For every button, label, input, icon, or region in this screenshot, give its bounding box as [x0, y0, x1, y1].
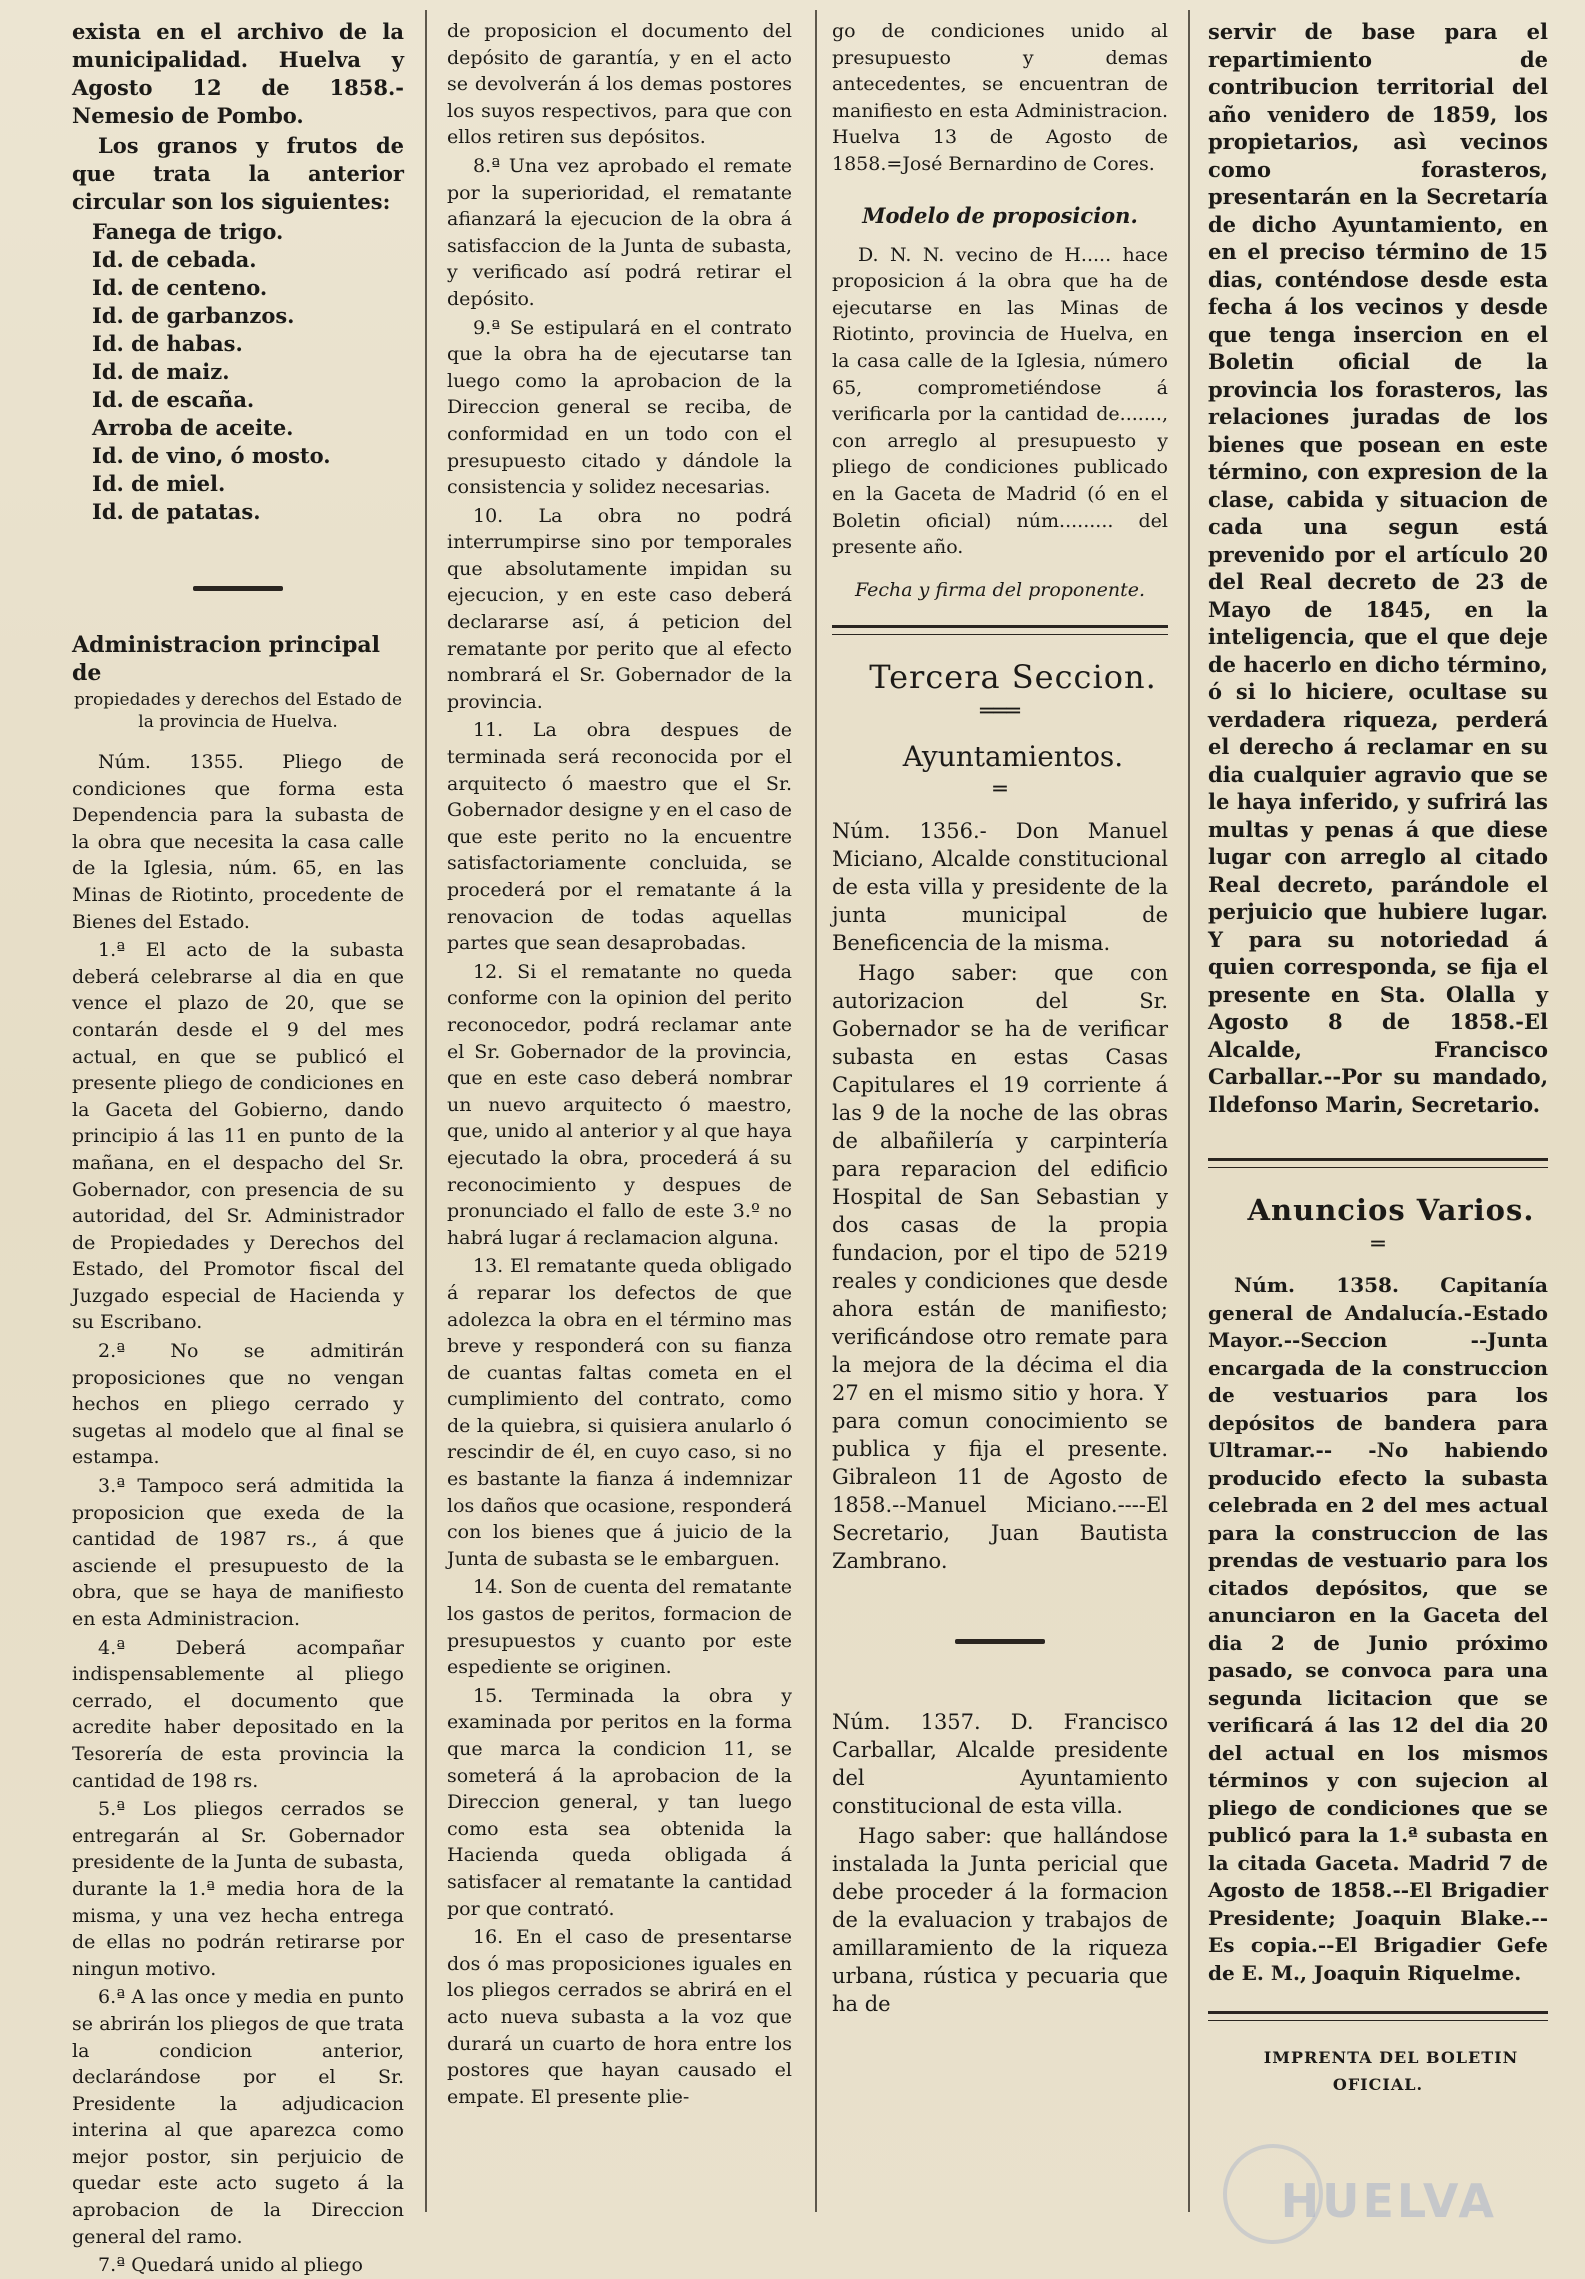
paragraph: 13. El rematante queda obligado á reparar los defectos de que adolezca la obra en el término mas breve y responderá con su fianza de cuantas faltas cometa en el cumplimiento del contrato, como de la quiebra, si quisiera anularlo ó rescindir de él, en cuyo caso, si no es bastante la fianza á indemnizar los daños que ocasione, responderá con los bienes que á juicio de la Junta de subasta se le embarguen.	[447, 1255, 792, 1570]
paragraph: 4.ª Deberá acompañar indispensablemente al pliego cerrado, el documento que acredite haber depositado en la Tesorería de esta provincia la cantidad de 198 rs.	[72, 1636, 404, 1792]
paragraph: 2.ª No se admitirán proposiciones que no vengan hechos en pliego cerrado y sugetas al modelo que al final se estampa.	[72, 1340, 404, 1469]
notice-heading: Núm. 1356.- Don Manuel Miciano, Alcalde constitucional de esta villa y presidente de la junta municipal de Beneficencia de la misma.	[832, 819, 1168, 956]
notice-heading: Núm. 1357. D. Francisco Carballar, Alcalde presidente del Ayuntamiento constitucional de esta villa.	[832, 1710, 1168, 1819]
divider	[1208, 2011, 1548, 2021]
notice-body: Hago saber: que con autorizacion del Sr. Gobernador se ha de verificar subasta en estas Casas Capitulares el 19 corriente á las 9 de la noche de las obras de albañilería y carpintería para reparacion del edificio Hospital de San Sebastian y dos casas de la propia fundacion, por el tipo de 5219 reales y condiciones que desde ahora están de manifiesto; verificándose otro remate para la mejora de la décima el dia 27 en el mismo sitio y hora. Y para comun conocimiento se publica y fija el presente. Gibraleon 11 de Agosto de 1858.--Manuel Miciano.----El Secretario, Juan Bautista Zambrano.	[832, 961, 1168, 1574]
printer-footer: IMPRENTA DEL BOLETIN OFICIAL.	[1263, 2048, 1519, 2094]
list-item: Id. de patatas.	[92, 499, 261, 524]
divider-mark: ═	[993, 777, 1007, 803]
watermark: HUELVA	[1280, 2174, 1497, 2228]
notice-body: Núm. 1358. Capitanía general de Andalucía.-Estado Mayor.--Seccion --Junta encargada de la construccion de vestuarios para los depósitos de bandera para Ultramar.-- -No habiendo producido efecto la subasta celebrada en 2 del mes actual para la construccion de las prendas de vestuario para los citados depósitos, que se anunciaron en la Gaceta del dia 2 de Junio próximo pasado, se convoca para una segunda licitacion que se verificará á las 12 del dia 20 del actual en los mismos términos y con sujecion al pliego de condiciones que se publicó para la 1.ª subasta en la citada Gaceta. Madrid 7 de Agosto de 1858.--El Brigadier Presidente; Joaquin Blake.--Es copia.--El Brigadier Gefe de E. M., Joaquin Riquelme.	[1208, 1273, 1548, 1985]
paragraph: 10. La obra no podrá interrumpirse sino por temporales que absolutamente impidan su ejecucion, y en este caso deberá declararse así, á peticion del rematante por perito que al efecto nombrará el Sr. Gobernador de la provincia.	[447, 504, 792, 713]
divider	[955, 1639, 1045, 1644]
grain-list	[72, 218, 404, 526]
divider	[1208, 1158, 1548, 1168]
paragraph: 1.ª El acto de la subasta deberá celebrarse al dia en que vence el plazo de 20, que se contarán desde el 9 del mes actual, en que se publicó el presente pliego de condiciones en la Gaceta del Gobierno, dando principio á las 11 en punto de la mañana, en el despacho del Sr. Gobernador, con presencia de su autoridad, del Sr. Administrador de Propiedades y Derechos del Estado, del Promotor fiscal del Juzgado especial de Hacienda y su Escribano.	[72, 939, 404, 1334]
admin-subheading: propiedades y derechos del Estado de la provincia de Huelva.	[73, 690, 403, 732]
divider	[832, 625, 1168, 635]
column-rule	[815, 10, 817, 2212]
admin-heading: Administracion principal de	[72, 632, 380, 686]
paragraph: go de condiciones unido al presupuesto y demas antecedentes, se encuentran de manifiesto en esta Administracion. Huelva 13 de Agosto de 1858.=José Bernardino de Cores.	[832, 20, 1168, 175]
paragraph: 15. Terminada la obra y examinada por peritos en la forma que marca la condicion 11, se someterá á la aprobacion de la Direccion general, y tan luego como esta sea obtenida la Hacienda queda obligada á satisfacer al rematante la cantidad por que contrató.	[447, 1684, 792, 1920]
list-item: Fanega de trigo.	[92, 219, 284, 244]
paragraph: Núm. 1355. Pliego de condiciones que forma esta Dependencia para la subasta de la obra que necesita la casa calle de la Iglesia, núm. 65, en las Minas de Riotinto, procedente de Bienes del Estado.	[72, 751, 404, 933]
paragraph: 9.ª Se estipulará en el contrato que la obra ha de ejecutarse tan luego como la aprobacion de la Direccion general se reciba, de conformidad en un todo con el presupuesto citado y dándole la consistencia y solidez necesarias.	[447, 316, 792, 499]
notice-signature: exista en el archivo de la municipalidad. Huelva y Agosto 12 de 1858.-Nemesio de Pombo.	[72, 19, 404, 128]
section-subtitle: Ayuntamientos.	[902, 740, 1124, 774]
list-item: Arroba de aceite.	[92, 415, 294, 440]
column-1	[72, 18, 404, 2277]
model-text: D. N. N. vecino de H..... hace proposicion á la obra que ha de ejecutarse en las Minas de Riotinto, provincia de Huelva, en la casa calle de la Iglesia, número 65, comprometiéndose á verificarla por la cantidad de......., con arreglo al presupuesto y pliego de condiciones publicado en la Gaceta de Madrid (ó en el Boletin oficial) núm......... del presente año.	[832, 243, 1168, 559]
grains-intro: Los granos y frutos de que trata la anterior circular son los siguientes:	[72, 133, 404, 214]
divider	[193, 586, 283, 591]
column-rule	[1188, 10, 1190, 2212]
model-title: Modelo de proposicion.	[862, 202, 1138, 228]
list-item: Id. de cebada.	[92, 247, 257, 272]
divider-mark: ═	[1371, 1232, 1385, 1257]
paragraph: 12. Si el rematante no queda conforme con la opinion del perito reconocedor, podrá reclamar ante el Sr. Gobernador de la provincia, que en este caso deberá nombrar un nuevo arquitecto ó maestro, que, unido al anterior y al que haya ejecutado la obra, procederá á su reconocimiento y despues de pronunciado el fallo de este 3.º no habrá lugar á reclamacion alguna.	[447, 960, 792, 1249]
paragraph: 7.ª Quedará unido al pliego	[98, 2254, 363, 2277]
column-4	[1208, 18, 1548, 2242]
list-item: Id. de centeno.	[92, 275, 268, 300]
paragraph: 8.ª Una vez aprobado el remate por la superioridad, el rematante afianzará la ejecucion de la obra á satisfaccion de la Junta de subasta, y verificado así podrá retirar el depósito.	[447, 154, 792, 310]
list-item: Id. de miel.	[92, 471, 226, 496]
divider-mark: ═══	[980, 699, 1020, 725]
section-title: Tercera Seccion.	[869, 658, 1157, 697]
paragraph: 14. Son de cuenta del rematante los gastos de peritos, formacion de presupuestos y cuanto por este espediente se originen.	[447, 1576, 792, 1679]
paragraph: 11. La obra despues de terminada será reconocida por el arquitecto ó maestro que el Sr. Gobernador designe y en el caso de que este perito no la encuentre satisfactoriamente concluida, se procederá por el rematante á la renovacion de todas aquellas partes que sean desaprobadas.	[447, 719, 792, 955]
model-signature: Fecha y firma del proponente.	[855, 578, 1145, 601]
list-item: Id. de vino, ó mosto.	[92, 443, 331, 468]
column-3	[832, 18, 1168, 2242]
column-2	[447, 18, 792, 2242]
paragraph: 5.ª Los pliegos cerrados se entregarán al Sr. Gobernador presidente de la Junta de subasta, durante la 1.ª media hora de la misma, y una vez hecha entrega de ellas no podrán retirarse por ningun motivo.	[72, 1798, 404, 1980]
notice-body: servir de base para el repartimiento de contribucion territorial del año venidero de 1859, los propietarios, asì vecinos como forasteros, presentarán en la Secretaría de dicho Ayuntamiento, en en el preciso término de 15 dias, conténdose desde esta fecha á los vecinos y desde que tenga insercion en el Boletin oficial de la provincia los forasteros, las relaciones juradas de los bienes que posean en este término, con expresion de la clase, cabida y situacion de cada una segun está prevenido por el artículo 20 del Real decreto de 23 de Mayo de 1845, en la inteligencia, que el que deje de hacerlo en dicho término, ó si lo hiciere, ocultase su verdadera riqueza, perderá el derecho á reclamar en su dia cualquier agravio que se le haya inferido, y sufrirá las multas y penas á que diese lugar con arreglo al citado Real decreto, parándole el perjuicio que hubiere lugar. Y para su notoriedad á quien corresponda, se fija el presente en Sta. Olalla y Agosto 8 de 1858.-El Alcalde, Francisco Carballar.--Por su mandado, Ildefonso Marin, Secretario.	[1208, 19, 1548, 1117]
section-title: Anuncios Varios.	[1247, 1193, 1535, 1227]
column-rule	[425, 10, 427, 2212]
paragraph: 3.ª Tampoco será admitida la proposicion que exeda de la cantidad de 1987 rs., á que asciende el presupuesto de la obra, que se haya de manifiesto en esta Administracion.	[72, 1475, 404, 1630]
list-item: Id. de habas.	[92, 331, 243, 356]
list-item: Id. de maiz.	[92, 359, 230, 384]
paragraph: 6.ª A las once y media en punto se abrirán los pliegos de que trata la condicion anterior, declarándose por el Sr. Presidente la adjudicacion interina al que aparezca como mejor postor, sin perjuicio de quedar este acto sugeto á la aprobacion de la Direccion general del ramo.	[72, 1986, 404, 2248]
paragraph: 16. En el caso de presentarse dos ó mas proposiciones iguales en los pliegos cerrados se abrirá en el acto nueva subasta a la voz que durará un cuarto de hora entre los postores que hayan causado el empate. El presente plie-	[447, 1926, 792, 2108]
paragraph: de proposicion el documento del depósito de garantía, y en el acto se devolverán á los demas postores los suyos respectivos, para que con ellos retiren sus depósitos.	[447, 20, 792, 149]
list-item: Id. de garbanzos.	[92, 303, 295, 328]
list-item: Id. de escaña.	[92, 387, 255, 412]
notice-body: Hago saber: que hallándose instalada la Junta pericial que debe proceder á la formacion de la evaluacion y trabajos de amillaramiento de la riqueza urbana, rústica y pecuaria que ha de	[832, 1824, 1168, 2017]
